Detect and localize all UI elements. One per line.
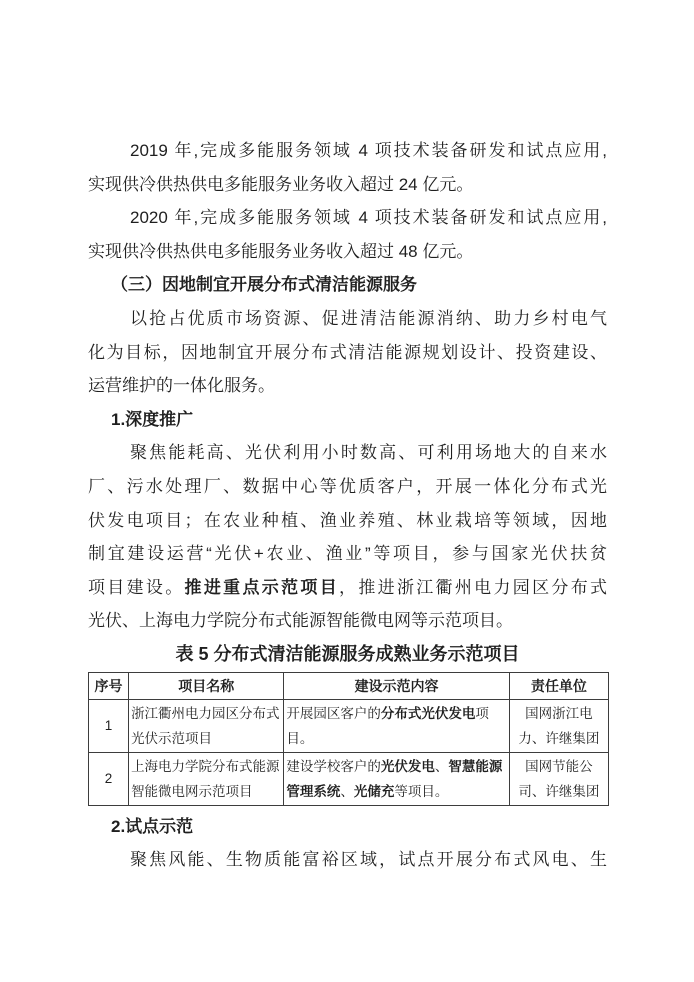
text-segment: ，推进浙江衢州电力园区分布式 (339, 577, 608, 597)
cell-project-name: 上海电力学院分布式能源智能微电网示范项目 (129, 752, 284, 805)
text-segment: 开展园区客户的 (286, 705, 381, 721)
text-line (88, 436, 607, 470)
text-segment: 聚焦能耗高、光伏利用小时数高、可利用场地大的自来水 (130, 443, 607, 463)
col-header-project-name: 项目名称 (129, 672, 284, 699)
text-segment: 2020 年,完成多能服务领域 4 项技术装备研发和试点应用, (130, 208, 607, 228)
section-heading (88, 810, 607, 844)
text-segment: 项目建设。 (88, 577, 185, 597)
text-line (88, 302, 607, 336)
cell-index: 1 (89, 699, 129, 752)
text-segment: 运营维护的一体化服务。 (88, 376, 275, 396)
demo-projects-table (88, 672, 609, 806)
text-segment: 光伏、上海电力学院分布式能源智能微电网等示范项目。 (88, 611, 513, 631)
text-segment: 以抢占优质市场资源、促进清洁能源消纳、助力乡村电气 (130, 308, 607, 328)
paragraph (88, 843, 607, 877)
cell-index: 2 (89, 752, 129, 805)
text-segment: 、 (434, 758, 449, 774)
text-segment: 伏发电项目；在农业种植、渔业养殖、林业栽培等领域，因地 (88, 510, 607, 530)
text-segment: 项目。 (286, 705, 489, 746)
text-segment: 推进重点示范项目 (184, 577, 340, 597)
table-row (89, 752, 609, 805)
text-segment: 厂、污水处理厂、数据中心等优质客户，开展一体化分布式光 (88, 476, 607, 496)
text-segment: 光储充 (353, 783, 395, 799)
text-line (88, 336, 607, 370)
text-line (88, 470, 607, 504)
text-segment: 建设学校客户的 (286, 758, 381, 774)
table-header-row (89, 672, 609, 699)
text-line (88, 604, 607, 638)
col-header-build-content: 建设示范内容 (284, 672, 509, 699)
text-segment: 分布式光伏发电 (380, 705, 476, 721)
paragraph (88, 436, 607, 638)
text-segment: 聚焦风能、生物质能富裕区域，试点开展分布式风电、生 (130, 850, 607, 870)
text-segment: 光伏发电 (380, 758, 435, 774)
table-title: 表 5 分布式清洁能源服务成熟业务示范项目 (175, 643, 520, 664)
text-segment: 智慧能源管理系统 (286, 758, 503, 799)
text-segment: 1.深度推广 (111, 409, 194, 429)
cell-owner: 国网浙江电力、许继集团 (509, 699, 608, 752)
table-row (89, 699, 609, 752)
text-line (88, 843, 607, 877)
paragraph (88, 201, 607, 268)
text-segment: 、 (340, 783, 354, 799)
text-segment: 实现供冷供热供电多能服务业务收入超过 24 亿元。 (88, 174, 474, 194)
col-header-owner: 责任单位 (509, 672, 608, 699)
paragraph (88, 302, 607, 403)
text-segment: 实现供冷供热供电多能服务业务收入超过 48 亿元。 (88, 241, 474, 261)
cell-project-name: 浙江衢州电力园区分布式光伏示范项目 (129, 699, 284, 752)
cell-build-content (284, 752, 509, 805)
text-line (88, 571, 607, 605)
text-segment: （三）因地制宜开展分布式清洁能源服务 (111, 275, 417, 295)
section-heading (88, 403, 607, 437)
text-line (88, 504, 607, 538)
text-line (88, 134, 607, 168)
text-line (88, 810, 607, 844)
text-line (88, 168, 607, 202)
cell-owner: 国网节能公司、许继集团 (509, 752, 608, 805)
document-content (88, 134, 607, 877)
text-line (88, 235, 607, 269)
text-segment: 化为目标，因地制宜开展分布式清洁能源规划设计、投资建设、 (88, 342, 607, 362)
text-line (88, 369, 607, 403)
text-line (88, 268, 607, 302)
paragraph (88, 134, 607, 201)
text-line (88, 201, 607, 235)
col-header-index: 序号 (89, 672, 129, 699)
text-segment: 等项目。 (394, 783, 449, 799)
text-segment: 2019 年,完成多能服务领域 4 项技术装备研发和试点应用, (130, 141, 607, 160)
text-segment: 制宜建设运营“光伏+农业、渔业”等项目，参与国家光伏扶贫 (88, 544, 607, 564)
text-segment: 2.试点示范 (111, 816, 194, 836)
text-line (88, 537, 607, 571)
cell-build-content (284, 699, 509, 752)
text-line (88, 403, 607, 437)
section-heading (88, 268, 607, 302)
